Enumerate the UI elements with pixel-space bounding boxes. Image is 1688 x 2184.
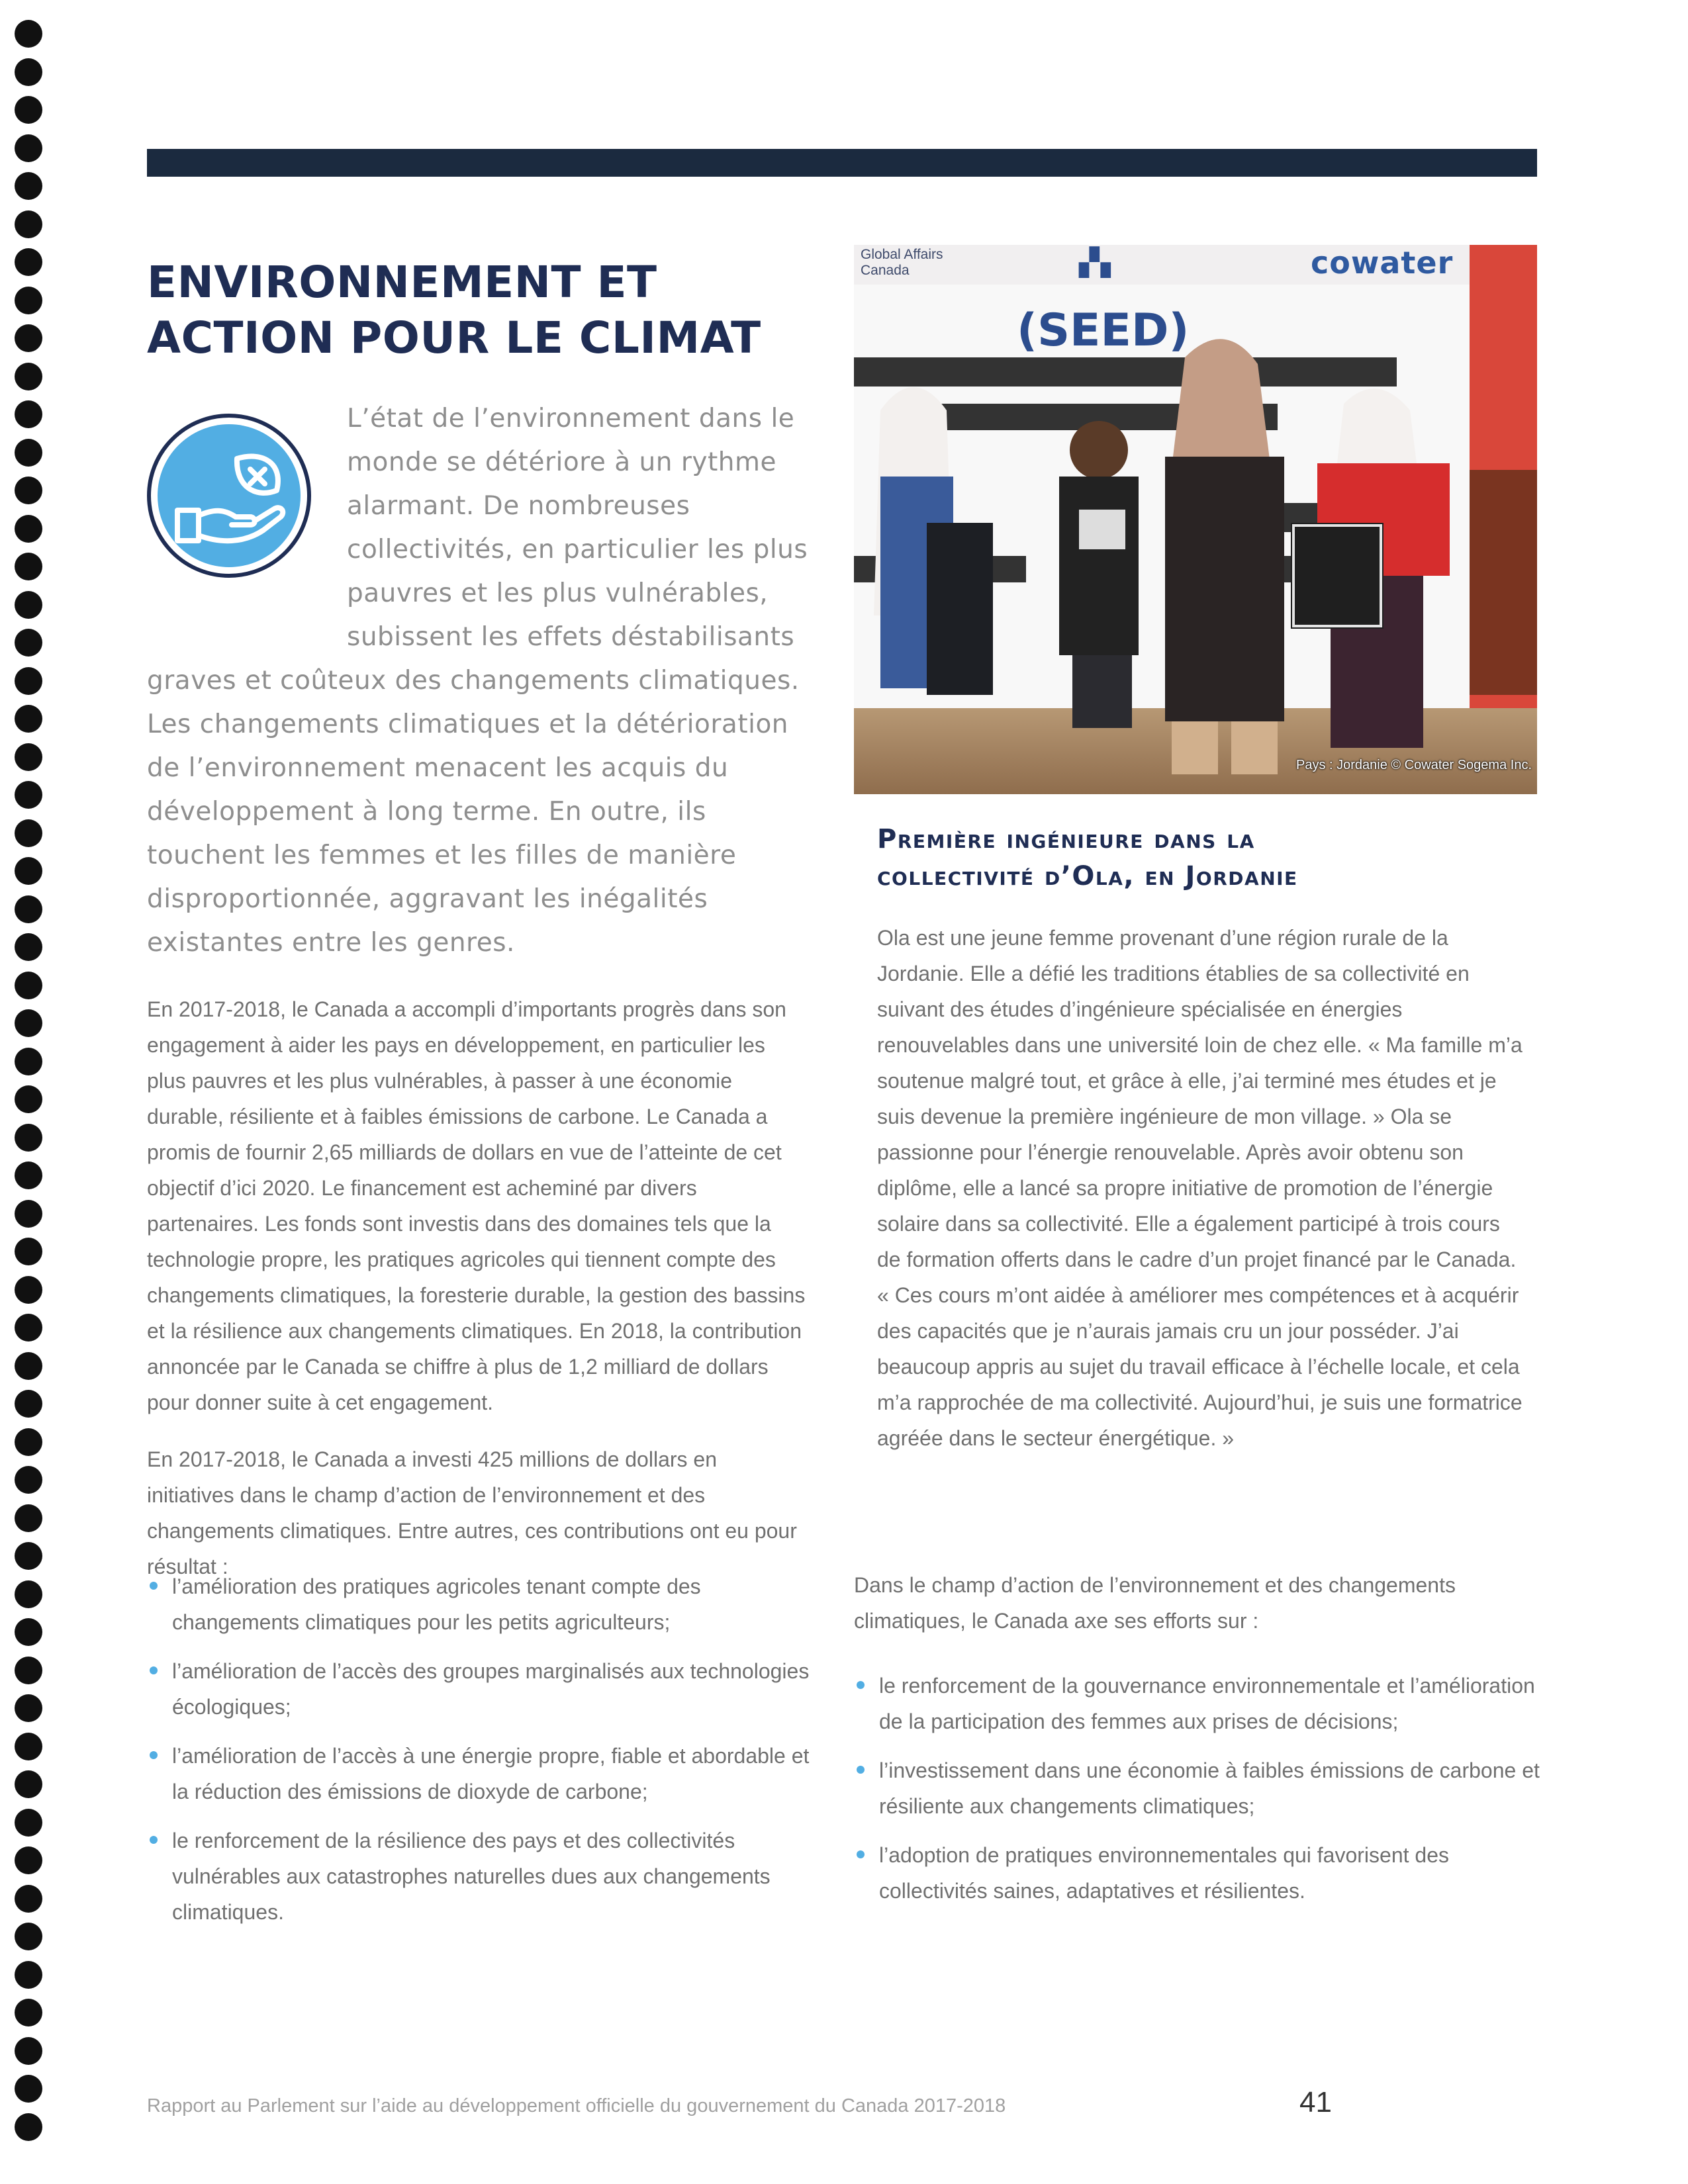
results-list	[147, 1569, 829, 1943]
binding-hole	[15, 477, 42, 504]
sidebar-title	[877, 821, 1526, 895]
binding-hole	[15, 1276, 42, 1304]
binding-hole	[15, 972, 42, 999]
binding-hole	[15, 781, 42, 809]
binding-hole	[15, 515, 42, 543]
list-item: l’amélioration de l’accès à une énergie propre, fiable et abordable et la réduction des émissions de dioxyde de carbone;	[147, 1738, 829, 1809]
section-title-line2: ACTION POUR LE CLIMAT	[147, 312, 761, 363]
binding-hole	[15, 2037, 42, 2065]
binding-hole	[15, 439, 42, 467]
spiral-binding	[12, 20, 52, 2164]
binding-hole	[15, 1200, 42, 1228]
binding-hole	[15, 1352, 42, 1380]
list-item: le renforcement de la gouvernance environnementale et l’amélioration de la participation des femmes aux prises de décisions;	[854, 1668, 1542, 1739]
binding-hole	[15, 553, 42, 580]
binding-hole	[15, 743, 42, 771]
list-item: l’adoption de pratiques environnementales qui favorisent des collectivités saines, adaptatives et résilientes.	[854, 1837, 1542, 1909]
binding-hole	[15, 895, 42, 923]
binding-hole	[15, 1809, 42, 1837]
list-item: l’investissement dans une économie à faibles émissions de carbone et résiliente aux changements climatiques;	[854, 1752, 1542, 1824]
binding-hole	[15, 58, 42, 86]
binding-hole	[15, 591, 42, 619]
binding-hole	[15, 1048, 42, 1075]
binding-hole	[15, 1694, 42, 1722]
binding-hole	[15, 20, 42, 48]
binding-hole	[15, 1238, 42, 1265]
list-item: l’amélioration de l’accès des groupes marginalisés aux technologies écologiques;	[147, 1653, 829, 1725]
binding-hole	[15, 819, 42, 847]
binding-hole	[15, 857, 42, 885]
sidebar-title-line1: Première ingénieure dans la	[877, 824, 1255, 854]
photo-credit: Pays : Jordanie © Cowater Sogema Inc.	[1295, 758, 1532, 772]
binding-hole	[15, 172, 42, 200]
binding-hole	[15, 629, 42, 657]
binding-hole	[15, 1885, 42, 1913]
binding-hole	[15, 1314, 42, 1342]
body-paragraph-1: En 2017-2018, le Canada a accompli d’importants progrès dans son engagement à aider les pays en développement, en particulier les plus pauvres et les plus vulnérables, à passer à une économie durable, résiliente et à faibles émissions de carbone. Le Canada a promis de fournir 2,65 milliards de dollars en vue de l’atteinte de cet objectif d’ici 2020. Le financement est acheminé par divers partenaires. Les fonds sont investis dans des domaines tels que la technologie propre, les pratiques agricoles qui tiennent compte des changements climatiques, la foresterie durable, la gestion des bassins et la résilience aux changements climatiques. En 2018, la contribution annoncée par le Canada se chiffre à plus de 1,2 milliard de dollars pour donner suite à cet engagement.	[147, 997, 806, 1414]
focus-list	[854, 1668, 1542, 1922]
binding-hole	[15, 1580, 42, 1608]
list-item: le renforcement de la résilience des pays et des collectivités vulnérables aux catastrophes naturelles dues aux changements climatiques.	[147, 1823, 829, 1930]
binding-hole	[15, 1542, 42, 1570]
binding-hole	[15, 363, 42, 390]
binding-hole	[15, 2075, 42, 2103]
binding-hole	[15, 210, 42, 238]
binding-hole	[15, 1124, 42, 1152]
sidebar-title-line2: collectivité d’Ola, en Jordanie	[877, 861, 1298, 891]
body-paragraph-2: En 2017-2018, le Canada a investi 425 millions de dollars en initiatives dans le champ d’action de l’environnement et des changements climatiques. Entre autres, ces contributions ont eu pour résultat :	[147, 1447, 797, 1578]
banner-emblem-icon: ▞▖	[1079, 248, 1123, 277]
banner-logo-text: cowater	[1311, 245, 1454, 281]
binding-hole	[15, 1999, 42, 2026]
intro-text: L’état de l’environnement dans le monde se détériore à un rythme alarmant. De nombreuses collectivités, en particulier les plus pauvres et les plus vulnérables, subissent les effets déstabilisants graves et coûteux des changements climatiques. Les changements climatiques et la détérioration de l’environnement menacent les acquis du développement à long terme. En outre, ils touchent les femmes et les filles de manière disproportionnée, aggravant les inégalités existantes entre les genres.	[147, 404, 808, 958]
binding-hole	[15, 324, 42, 352]
binding-hole	[15, 248, 42, 276]
binding-hole	[15, 667, 42, 695]
section-title	[147, 255, 809, 366]
binding-hole	[15, 1161, 42, 1189]
list-item: l’amélioration des pratiques agricoles tenant compte des changements climatiques pour les petits agriculteurs;	[147, 1569, 829, 1640]
page-number: 41	[1299, 2086, 1332, 2118]
binding-hole	[15, 1085, 42, 1113]
binding-hole	[15, 1428, 42, 1456]
banner-seed-text: (SEED)	[1017, 304, 1190, 357]
binding-hole	[15, 1657, 42, 1684]
binding-hole	[15, 1923, 42, 1950]
binding-hole	[15, 1770, 42, 1798]
intro-paragraph	[147, 397, 822, 965]
binding-hole	[15, 933, 42, 961]
binding-hole	[15, 134, 42, 162]
binding-hole	[15, 1390, 42, 1418]
binding-hole	[15, 1961, 42, 1989]
binding-hole	[15, 1846, 42, 1874]
binding-hole	[15, 400, 42, 428]
sidebar-story: Ola est une jeune femme provenant d’une région rurale de la Jordanie. Elle a défié les traditions établies de sa collectivité en suivant des études d’ingénieure spécialisée en énergies renouvelables dans une université loin de chez elle. « Ma famille m’a soutenue malgré tout, et grâce à elle, j’ai terminé mes études et je suis devenue la première ingénieure de mon village. » Ola se passionne pour l’énergie renouvelable. Après avoir obtenu son diplôme, elle a lancé sa propre initiative de promotion de l’énergie solaire dans sa collectivité. Elle a également participé à trois cours de formation offerts dans le cadre d’un projet financé par le Canada. « Ces cours m’ont aidée à améliorer mes compétences et à acquérir des capacités que je n’aurais jamais cru un jour posséder. J’ai beaucoup appris au sujet du travail efficace à l’échelle locale, et cela m’a rapprochée de ma collectivité. Aujourd’hui, je suis une formatrice agréée dans le secteur énergétique. »	[877, 926, 1523, 1450]
binding-hole	[15, 1009, 42, 1037]
photo-ola-jordan	[854, 245, 1537, 794]
photo-org-label: Global Affairs Canada	[861, 247, 943, 278]
binding-hole	[15, 2113, 42, 2141]
body-paragraph-3: Dans le champ d’action de l’environnement et des changements climatiques, le Canada axe ses efforts sur :	[854, 1573, 1456, 1633]
binding-hole	[15, 1618, 42, 1646]
binding-hole	[15, 1733, 42, 1760]
binding-hole	[15, 1466, 42, 1494]
header-bar	[147, 149, 1537, 177]
binding-hole	[15, 287, 42, 314]
binding-hole	[15, 1504, 42, 1532]
page-footer: Rapport au Parlement sur l’aide au développement officielle du gouvernement du Canada 2017-2018	[147, 2095, 1006, 2116]
binding-hole	[15, 705, 42, 733]
binding-hole	[15, 96, 42, 124]
section-title-line1: ENVIRONNEMENT ET	[147, 257, 657, 308]
